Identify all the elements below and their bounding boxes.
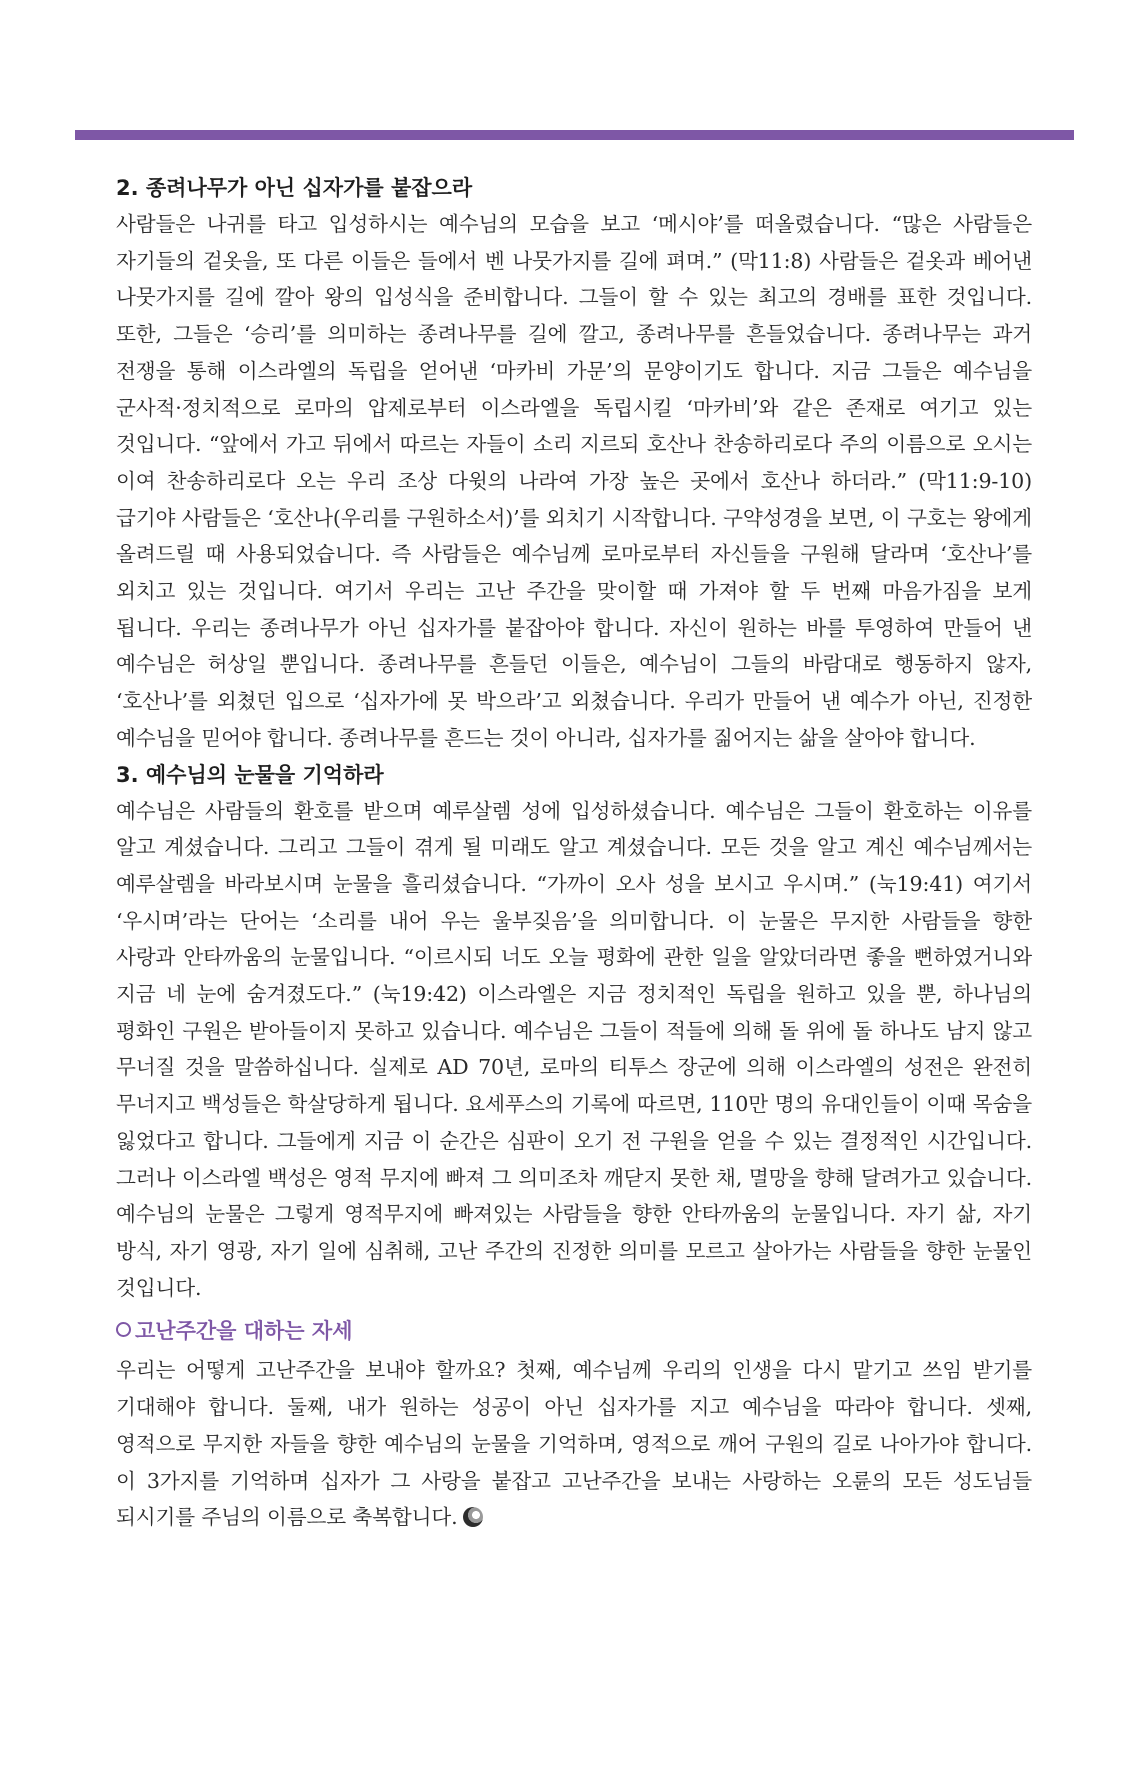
attitude-paragraph — [116, 1352, 1032, 1536]
attitude-paragraph-text: 우리는 어떻게 고난주간을 보내야 할까요? 첫째, 예수님께 우리의 인생을 다시 맡기고 쓰임 받기를 기대해야 합니다. 둘째, 내가 원하는 성공이 아닌 십자가를 지고 예수님을 따라야 합니다. 셋째, 영적으로 무지한 자들을 향한 예수님의 눈물을 기억하며, 영적으로 깨어 구원의 길로 나아가야 합니다. 이 3가지를 기억하며 십자가 그 사랑을 붙잡고 고난주간을 보내는 사랑하는 오륜의 모든 성도님들 되시기를 주님의 이름으로 축복합니다. — [116, 1358, 1032, 1530]
section-3-paragraph: 예수님은 사람들의 환호를 받으며 예루살렘 성에 입성하셨습니다. 예수님은 그들이 환호하는 이유를 알고 계셨습니다. 그리고 그들이 겪게 될 미래도 알고 계셨습니다. 모든 것을 알고 계신 예수님께서는 예루살렘을 바라보시며 눈물을 흘리셨습니다. “가까이 오사 성을 보시고 우시며.” (눅19:41) 여기서 ‘우시며’라는 단어는 ‘소리를 내어 우는 울부짖음’을 의미합니다. 이 눈물은 무지한 사람들을 향한 사랑과 안타까움의 눈물입니다. “이르시되 너도 오늘 평화에 관한 일을 알았더라면 좋을 뻔하였거니와 지금 네 눈에 숨겨졌도다.” (눅19:42) 이스라엘은 지금 정치적인 독립을 원하고 있을 뿐, 하나님의 평화인 구원은 받아들이지 못하고 있습니다. 예수님은 그들이 적들에 의해 돌 위에 돌 하나도 남지 않고 무너질 것을 말씀하십니다. 실제로 AD 70년, 로마의 티투스 장군에 의해 이스라엘의 성전은 완전히 무너지고 백성들은 학살당하게 됩니다. 요세푸스의 기록에 따르면, 110만 명의 유대인들이 이때 목숨을 잃었다고 합니다. 그들에게 지금 이 순간은 심판이 오기 전 구원을 얻을 수 있는 결정적인 시간입니다. 그러나 이스라엘 백성은 영적 무지에 빠져 그 의미조차 깨닫지 못한 채, 멸망을 향해 달려가고 있습니다. 예수님의 눈물은 그렇게 영적무지에 빠져있는 사람들을 향한 안타까움의 눈물입니다. 자기 삶, 자기 방식, 자기 영광, 자기 일에 심취해, 고난 주간의 진정한 의미를 모르고 살아가는 사람들을 향한 눈물인 것입니다. — [116, 798, 1032, 1300]
attitude-heading-text: 고난주간을 대하는 자세 — [135, 1319, 353, 1344]
circle-bullet-icon — [116, 1322, 131, 1337]
article-body — [116, 170, 1032, 1536]
section-2-paragraph: 사람들은 나귀를 타고 입성하시는 예수님의 모습을 보고 ‘메시야’를 떠올렸습니다. “많은 사람들은 자기들의 겉옷을, 또 다른 이들은 들에서 벤 나뭇가지를 길에 펴며.” (막11:8) 사람들은 겉옷과 베어낸 나뭇가지를 길에 깔아 왕의 입성식을 준비합니다. 그들이 할 수 있는 최고의 경배를 표한 것입니다. 또한, 그들은 ‘승리’를 의미하는 종려나무를 길에 깔고, 종려나무를 흔들었습니다. 종려나무는 과거 전쟁을 통해 이스라엘의 독립을 얻어낸 ‘마카비 가문’의 문양이기도 합니다. 지금 그들은 예수님을 군사적·정치적으로 로마의 압제로부터 이스라엘을 독립시킬 ‘마카비’와 같은 존재로 여기고 있는 것입니다. “앞에서 가고 뒤에서 따르는 자들이 소리 지르되 호산나 찬송하리로다 주의 이름으로 오시는 이여 찬송하리로다 오는 우리 조상 다윗의 나라여 가장 높은 곳에서 호산나 하더라.” (막11:9-10) 급기야 사람들은 ‘호산나(우리를 구원하소서)’를 외치기 시작합니다. 구약성경을 보면, 이 구호는 왕에게 올려드릴 때 사용되었습니다. 즉 사람들은 예수님께 로마로부터 자신들을 구원해 달라며 ‘호산나’를 외치고 있는 것입니다. 여기서 우리는 고난 주간을 맞이할 때 가져야 할 두 번째 마음가짐을 보게 됩니다. 우리는 종려나무가 아닌 십자가를 붙잡아야 합니다. 자신이 원하는 바를 투영하여 만들어 낸 예수님은 허상일 뿐입니다. 종려나무를 흔들던 이들은, 예수님이 그들의 바람대로 행동하지 않자, ‘호산나’를 외쳤던 입으로 ‘십자가에 못 박으라’고 외쳤습니다. 우리가 만들어 낸 예수가 아닌, 진정한 예수님을 믿어야 합니다. 종려나무를 흔드는 것이 아니라, 십자가를 짊어지는 삶을 살아야 합니다. — [116, 212, 1032, 750]
end-mark-icon — [463, 1507, 483, 1527]
attitude-heading — [116, 1312, 1032, 1350]
section-3-heading: 3. 예수님의 눈물을 기억하라 — [116, 762, 384, 787]
top-accent-rule — [75, 130, 1074, 140]
section-2-heading: 2. 종려나무가 아닌 십자가를 붙잡으라 — [116, 176, 473, 200]
